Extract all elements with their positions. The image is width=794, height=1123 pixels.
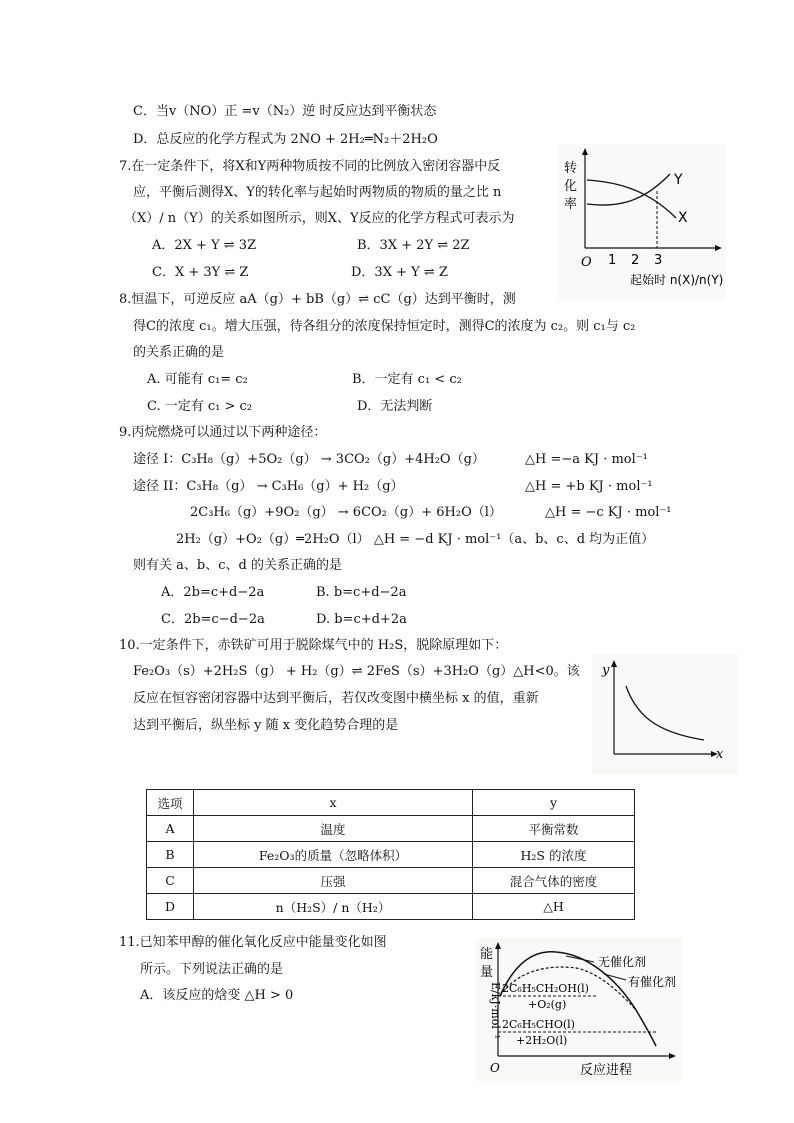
q9-route-4: 2H₂（g）+O₂（g）═2H₂O（l） △H = −d KJ · mol⁻¹（a、b、c、d 均为正值） [176,532,655,547]
table-header-row [147,790,635,816]
q7-stem-line3: （X）/ n（Y）的关系如图所示，则X、Y反应的化学方程式可表示为 [124,211,515,226]
q11-energy-diagram [476,938,682,1081]
q7-ylabel-3: 率 [564,197,578,212]
q9-route-1: 途径 I：C₃H₈（g）+5O₂（g） → 3CO₂（g）+4H₂O（g） [133,452,485,467]
q11-origin: O [490,1061,500,1075]
q10-y-arrow [611,660,617,667]
q11-label-no-catalyst: 无催化剂 [598,955,647,969]
q8-option-d: D．无法判断 [357,399,433,414]
q10-stem-line4: 达到平衡后，纵坐标 y 随 x 变化趋势合理的是 [133,718,399,733]
q9-route-2: 途径 II：C₃H₈（g） → C₃H₆（g）+ H₂（g） [133,479,404,494]
q8-option-c: C. 一定有 c₁ > c₂ [147,399,253,414]
q11-pointer-catalyst [604,974,626,980]
q7-option-a: A．2X + Y ⇌ 3Z [152,238,257,253]
q10-options-table [146,789,635,920]
q11-option-a: A．该反应的焓变 △H > 0 [140,988,294,1003]
q11-label-catalyst: 有催化剂 [628,975,677,989]
q10-ylabel: y [602,663,610,678]
q8-option-a: A. 可能有 c₁= c₂ [147,372,248,387]
q10-curve [626,686,704,740]
table-cell: D [147,894,194,920]
q9-route-3-dh: △H = −c KJ · mol⁻¹ [545,505,672,520]
q7-stem-line2: 应，平衡后测得X、Y的转化率与起始时两物质的物质的量之比 n [133,185,502,200]
table-cell: n（H₂S）/ n（H₂） [194,894,473,920]
q7-curve-x [587,180,676,218]
q10-xlabel: x [716,747,724,762]
table-row [147,842,635,868]
table-header-cell: 选项 [147,790,194,816]
q9-route-1-dh: △H =−a KJ · mol⁻¹ [525,452,648,467]
q11-stem-line2: 所示。下列说法正确的是 [140,962,284,977]
q7-curve-y [587,174,670,205]
q7-conversion-graph [558,144,726,300]
q9-option-d: D. b=c+d+2a [316,612,407,627]
table-header-cell: x [194,790,473,816]
q11-product-line2: +2H₂O(l) [516,1034,568,1047]
q9-route-2-dh: △H = +b KJ · mol⁻¹ [525,479,653,494]
table-row [147,868,635,894]
q9-stem: 9.丙烷燃烧可以通过以下两种途径： [119,425,327,440]
table-cell: C [147,868,194,894]
q10-trend-graph [592,654,738,774]
q9-option-c: C．2b=c−d−2a [161,612,265,627]
q10-stem-line2: Fe₂O₃（s）+2H₂S（g） + H₂（g）⇌ 2FeS（s）+3H₂O（g）△H<0。该 [133,664,580,679]
q9-option-a: A．2b=c+d−2a [161,585,265,600]
table-cell: 压强 [194,868,473,894]
q11-stem-line1: 11.已知苯甲醇的催化氧化反应中能量变化如图 [119,935,387,950]
q7-ylabel-2: 化 [564,179,578,194]
q7-tick-1: 1 [608,253,617,268]
q8-option-b: B．一定有 c₁ < c₂ [352,372,462,387]
q11-y-arrow [495,942,501,949]
q7-y-arrow [582,148,588,155]
q9-question: 则有关 a、b、c、d 的关系正确的是 [133,558,342,573]
table-cell: 温度 [194,816,473,842]
q11-reactant-line2: +O₂(g) [528,998,567,1011]
q7-tick-2: 2 [631,253,640,268]
q7-label-x: X [678,210,688,226]
table-cell: 平衡常数 [473,816,635,842]
table-cell: B [147,842,194,868]
q7-x-arrow [715,245,722,251]
q11-product-line1: 2C₆H₅CHO(l) [502,1018,575,1031]
q11-ylabel-top-1: 能 [480,947,494,962]
q7-stem-line1: 7.在一定条件下，将X和Y两种物质按不同的比例放入密闭容器中反 [119,159,501,174]
q11-xlabel: 反应进程 [580,1063,633,1078]
q7-option-d: D．3X + Y ⇌ Z [351,265,448,280]
q7-ylabel-1: 转 [564,161,578,176]
q9-route-3: 2C₃H₆（g）+9O₂（g） → 6CO₂（g）+ 6H₂O（l） [190,505,502,520]
table-row [147,894,635,920]
q9-option-b: B. b=c+d−2a [316,585,407,600]
q7-xlabel: 起始时 n(X)/n(Y) [630,273,724,287]
table-header-cell: y [473,790,635,816]
q6-option-c: C．当v（NO）正 =v（N₂）逆 时反应达到平衡状态 [133,104,437,119]
table-cell: A [147,816,194,842]
table-cell: H₂S 的浓度 [473,842,635,868]
table-row [147,816,635,842]
q7-label-y: Y [674,172,683,188]
q7-option-c: C．X + 3Y ⇌ Z [152,265,249,280]
q8-stem-line2: 得C的浓度 c₁。增大压强，待各组分的浓度保持恒定时，测得C的浓度为 c₂。则 c₁与 c₂ [133,319,636,334]
q7-tick-3: 3 [654,253,663,268]
q11-pointer-no-catalyst [566,956,594,962]
q6-option-d: D．总反应的化学方程式为 2NO + 2H₂═N₂＋2H₂O [133,132,438,147]
table-cell: △H [473,894,635,920]
q7-option-b: B．3X + 2Y ⇌ 2Z [357,238,470,253]
q8-stem-line3: 的关系正确的是 [133,345,225,360]
q11-x-arrow [669,1053,676,1059]
table-cell: 混合气体的密度 [473,868,635,894]
q8-stem-line1: 8.恒温下，可逆反应 aA（g）+ bB（g）⇌ cC（g）达到平衡时，测 [119,292,516,307]
q10-stem-line1: 10.一定条件下，赤铁矿可用于脱除煤气中的 H₂S，脱除原理如下： [119,638,508,653]
q7-origin: O [581,255,592,270]
q11-reactant-line1: 2C₆H₅CH₂OH(l) [502,982,589,995]
q11-ylabel-unit: E/kJ·mol⁻¹ [489,982,502,1040]
table-cell: Fe₂O₃的质量（忽略体积） [194,842,473,868]
q10-stem-line3: 反应在恒容密闭容器中达到平衡后，若仅改变图中横坐标 x 的值，重新 [133,691,539,706]
q11-ylabel-top-2: 量 [480,965,494,980]
